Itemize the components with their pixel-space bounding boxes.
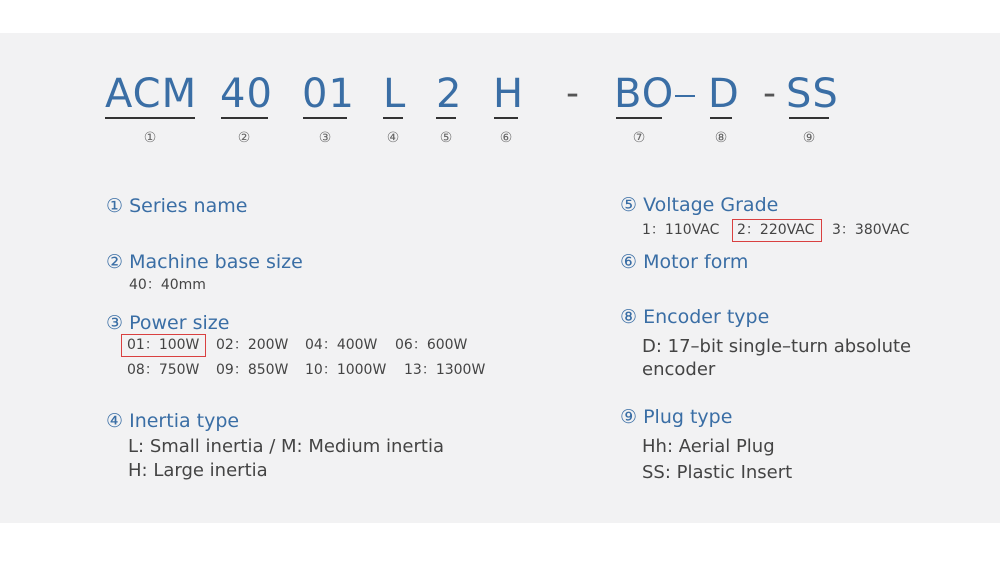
power-option: 06：600W — [395, 337, 468, 353]
code-motor: H — [493, 71, 525, 117]
voltage-title: Voltage Grade — [643, 194, 779, 216]
inertia-line-2: H: Large inertia — [128, 460, 268, 481]
underline — [789, 117, 829, 119]
power-heading — [106, 311, 229, 335]
encoder-title: Encoder type — [643, 306, 770, 328]
marker-3: ③ — [318, 130, 332, 146]
separator-line — [675, 95, 695, 97]
voltage-heading — [620, 193, 778, 217]
underline — [105, 117, 195, 119]
voltage-marker: ⑤ — [620, 194, 638, 216]
code-plug: SS — [786, 71, 839, 117]
voltage-option: 2：220VAC — [737, 222, 815, 238]
marker-6: ⑥ — [499, 130, 513, 146]
code-power: 01 — [302, 71, 355, 117]
plug-marker: ⑨ — [620, 406, 638, 428]
marker-8: ⑧ — [714, 130, 728, 146]
motor-marker: ⑥ — [620, 251, 638, 273]
plug-line-1: Hh: Aerial Plug — [642, 436, 775, 457]
marker-9: ⑨ — [802, 130, 816, 146]
marker-2: ② — [237, 130, 251, 146]
inertia-line-1: L: Small inertia / M: Medium inertia — [128, 436, 444, 457]
inertia-marker: ④ — [106, 410, 124, 432]
base-marker: ② — [106, 251, 124, 273]
inertia-heading — [106, 409, 239, 433]
code-base: 40 — [220, 71, 273, 117]
power-option: 02：200W — [216, 337, 289, 353]
underline — [221, 117, 268, 119]
underline — [436, 117, 456, 119]
series-title: Series name — [129, 195, 248, 217]
underline — [494, 117, 518, 119]
encoder-marker: ⑧ — [620, 306, 638, 328]
code-encoder: D — [708, 71, 740, 117]
power-option: 04：400W — [305, 337, 378, 353]
underline — [383, 117, 403, 119]
underline — [616, 117, 662, 119]
voltage-option: 3：380VAC — [832, 222, 910, 238]
marker-5: ⑤ — [439, 130, 453, 146]
code-inertia: L — [383, 71, 407, 117]
encoder-line-1: D: 17–bit single–turn absolute — [642, 336, 912, 357]
motor-heading — [620, 250, 748, 274]
underline — [303, 117, 347, 119]
underline — [710, 117, 732, 119]
base-title: Machine base size — [129, 251, 303, 273]
voltage-option: 1：110VAC — [642, 222, 720, 238]
marker-7: ⑦ — [632, 130, 646, 146]
power-marker: ③ — [106, 312, 124, 334]
encoder-heading — [620, 305, 769, 329]
code-series: ACM — [105, 71, 198, 117]
inertia-title: Inertia type — [129, 410, 240, 432]
power-option: 13：1300W — [404, 362, 486, 378]
encoder-line-2: encoder — [642, 359, 716, 380]
code-voltage: 2 — [436, 71, 463, 117]
plug-heading — [620, 405, 732, 429]
base-value: 40：40mm — [129, 277, 206, 293]
motor-title: Motor form — [643, 251, 749, 273]
separator-dash: - — [566, 73, 579, 114]
power-title: Power size — [129, 312, 230, 334]
power-option: 01：100W — [127, 337, 200, 353]
marker-4: ④ — [386, 130, 400, 146]
series-heading — [106, 194, 247, 218]
plug-line-2: SS: Plastic Insert — [642, 462, 793, 483]
plug-title: Plug type — [643, 406, 733, 428]
power-option: 09：850W — [216, 362, 289, 378]
marker-1: ① — [143, 130, 157, 146]
base-heading — [106, 250, 303, 274]
code-brake: BO — [614, 71, 675, 117]
separator-dash: - — [763, 73, 776, 114]
series-marker: ① — [106, 195, 124, 217]
power-option: 10：1000W — [305, 362, 387, 378]
power-option: 08：750W — [127, 362, 200, 378]
